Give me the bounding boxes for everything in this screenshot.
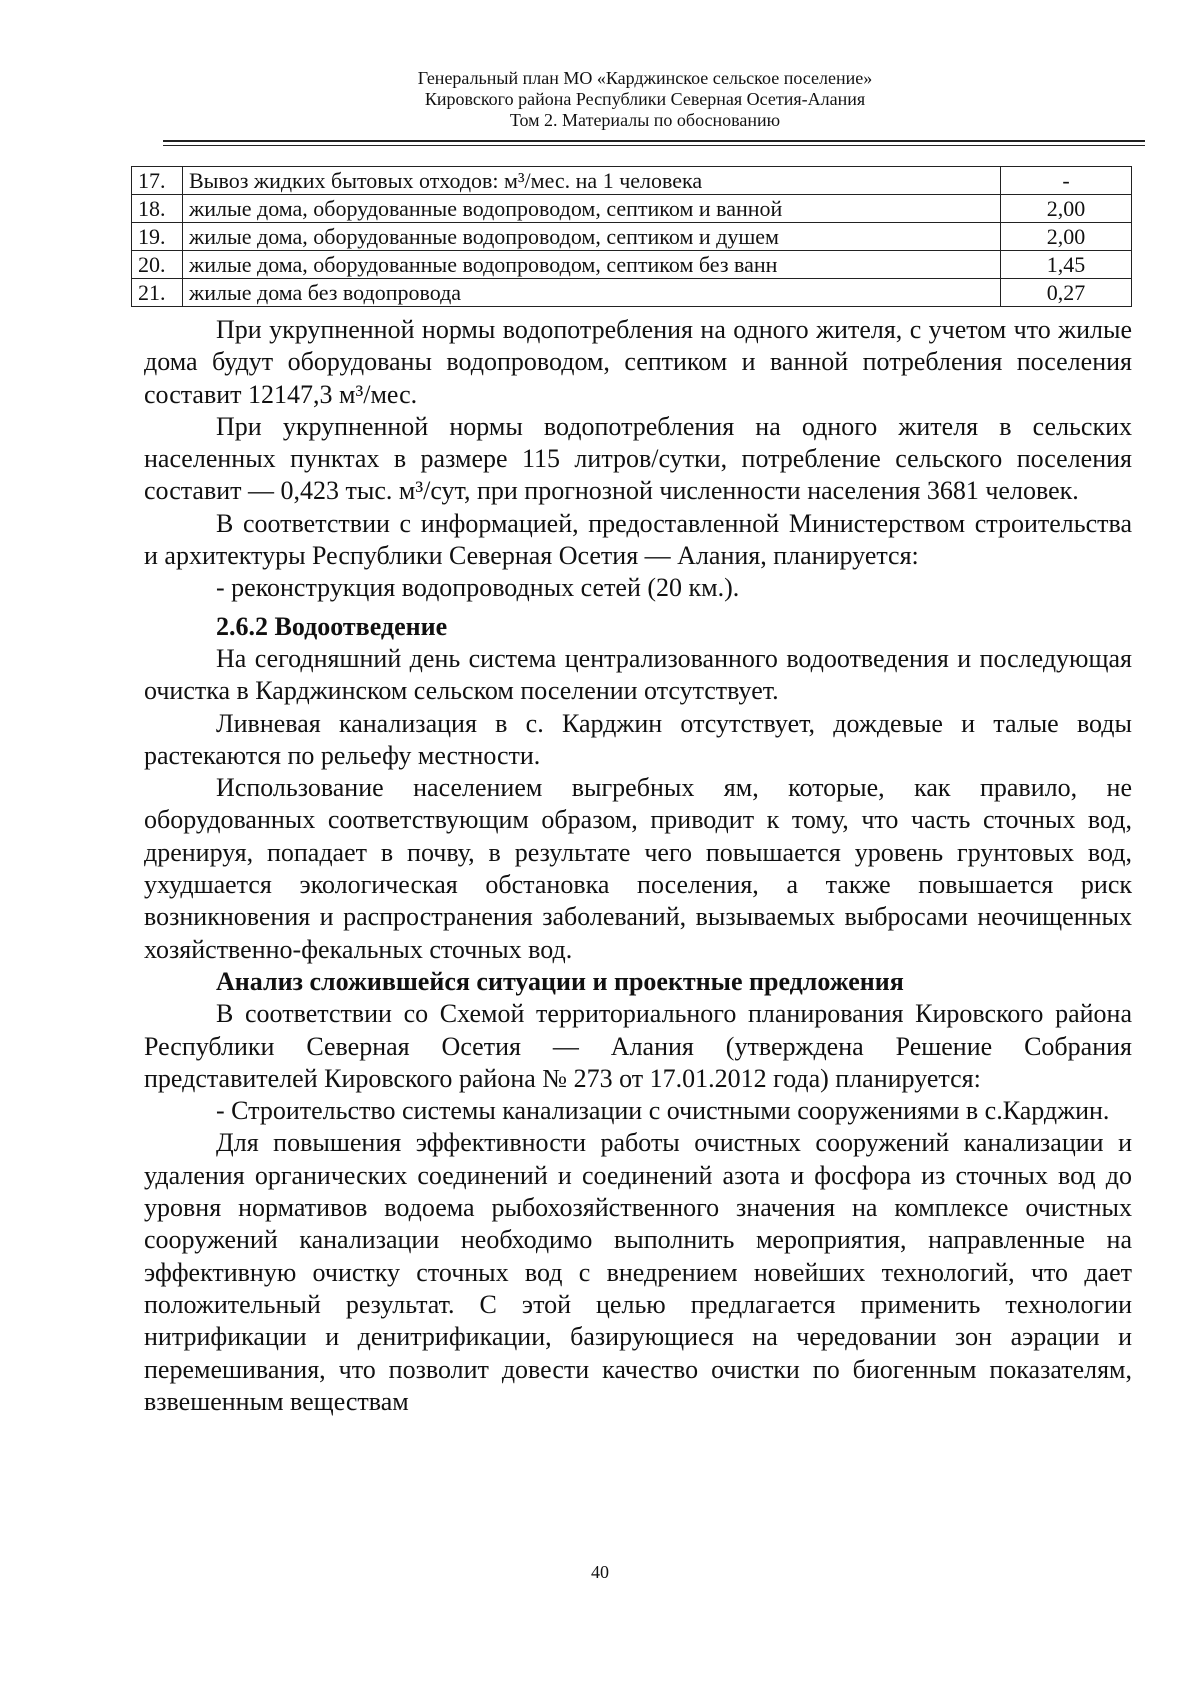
row-text: жилые дома, оборудованные водопроводом, септиком и душем xyxy=(183,223,1001,251)
paragraph: При укрупненной нормы водопотребления на одного жителя, с учетом что жилые дома будут оборудованы водопроводом, септиком и ванной потребления поселения составит 12147,3 м³/мес. xyxy=(144,315,1132,409)
table-row xyxy=(132,195,1132,223)
body-text xyxy=(144,314,1132,1418)
header-rule-thick xyxy=(163,140,1145,142)
subsection-heading: Анализ сложившейся ситуации и проектные предложения xyxy=(216,966,904,996)
table-row xyxy=(132,251,1132,279)
row-value: 2,00 xyxy=(1001,195,1132,223)
row-value: 0,27 xyxy=(1001,279,1132,307)
row-text: жилые дома, оборудованные водопроводом, септиком без ванн xyxy=(183,251,1001,279)
paragraph: Для повышения эффективности работы очистных сооружений канализации и удаления органических соединений и соединений азота и фосфора из сточных вод до уровня нормативов водоема рыбохозяйственного значения на комплексе очистных сооружений канализации необходимо выполнить мероприятия, направленные на эффективную очистку сточных вод с внедрением новейших технологий, что дает положительный результат. С этой целью предлагается применить технологии нитрификации и денитрификации, базирующиеся на чередовании зон аэрации и перемешивания, что позволит довести качество очистки по биогенным показателям, взвешенным веществам xyxy=(144,1128,1132,1416)
paragraph: Использование населением выгребных ям, которые, как правило, не оборудованных соответствующим образом, приводит к тому, что часть сточных вод, дренируя, попадает в почву, в результате чего повышается уровень грунтовых вод, ухудшается экологическая обстановка поселения, а также повышается риск возникновения и распространения заболеваний, вызываемых выбросами неочищенных хозяйственно-фекальных сточных вод. xyxy=(144,773,1132,964)
paragraph: В соответствии с информацией, предоставленной Министерством строительства и архитектуры Республики Северная Осетия — Алания, планируется: xyxy=(144,508,1132,571)
document-header xyxy=(145,68,1145,131)
table-row xyxy=(132,223,1132,251)
row-text: Вывоз жидких бытовых отходов: м³/мес. на 1 человека xyxy=(183,167,1001,195)
row-text: жилые дома, оборудованные водопроводом, септиком и ванной xyxy=(183,195,1001,223)
row-value: 2,00 xyxy=(1001,223,1132,251)
row-number: 17. xyxy=(132,167,183,195)
table-row xyxy=(132,279,1132,307)
row-number: 20. xyxy=(132,251,183,279)
row-number: 21. xyxy=(132,279,183,307)
table-row xyxy=(132,167,1132,195)
row-text: жилые дома без водопровода xyxy=(183,279,1001,307)
row-number: 18. xyxy=(132,195,183,223)
section-heading: 2.6.2 Водоотведение xyxy=(216,611,448,641)
paragraph: Ливневая канализация в с. Карджин отсутствует, дождевые и талые воды растекаются по рельефу местности. xyxy=(144,708,1132,770)
list-item: - Строительство системы канализации с очистными сооружениями в с.Карджин. xyxy=(216,1096,1110,1126)
paragraph: При укрупненной нормы водопотребления на одного жителя в сельских населенных пунктах в размере 115 литров/сутки, потребление сельского поселения составит — 0,423 тыс. м³/сут, при прогнозной численности населения 3681 человек. xyxy=(144,411,1132,506)
header-line-1: Генеральный план МО «Карджинское сельское поселение» xyxy=(417,68,873,88)
row-value: - xyxy=(1001,167,1132,195)
header-line-3: Том 2. Материалы по обоснованию xyxy=(509,110,781,130)
norms-table xyxy=(131,166,1132,307)
header-line-2: Кировского района Республики Северная Осетия-Алания xyxy=(424,89,866,109)
header-rule-thin xyxy=(163,145,1145,146)
row-number: 19. xyxy=(132,223,183,251)
paragraph: В соответствии со Схемой территориального планирования Кировского района Республики Северная Осетия — Алания (утверждена Решение Собрания представителей Кировского района № 273 от 17.01.2012 года) планируется: xyxy=(144,999,1132,1093)
paragraph: На сегодняшний день система централизованного водоотведения и последующая очистка в Карджинском сельском поселении отсутствует. xyxy=(144,643,1132,706)
list-item: - реконструкция водопроводных сетей (20 км.). xyxy=(216,573,740,603)
page-number: 40 xyxy=(591,1562,609,1582)
row-value: 1,45 xyxy=(1001,251,1132,279)
